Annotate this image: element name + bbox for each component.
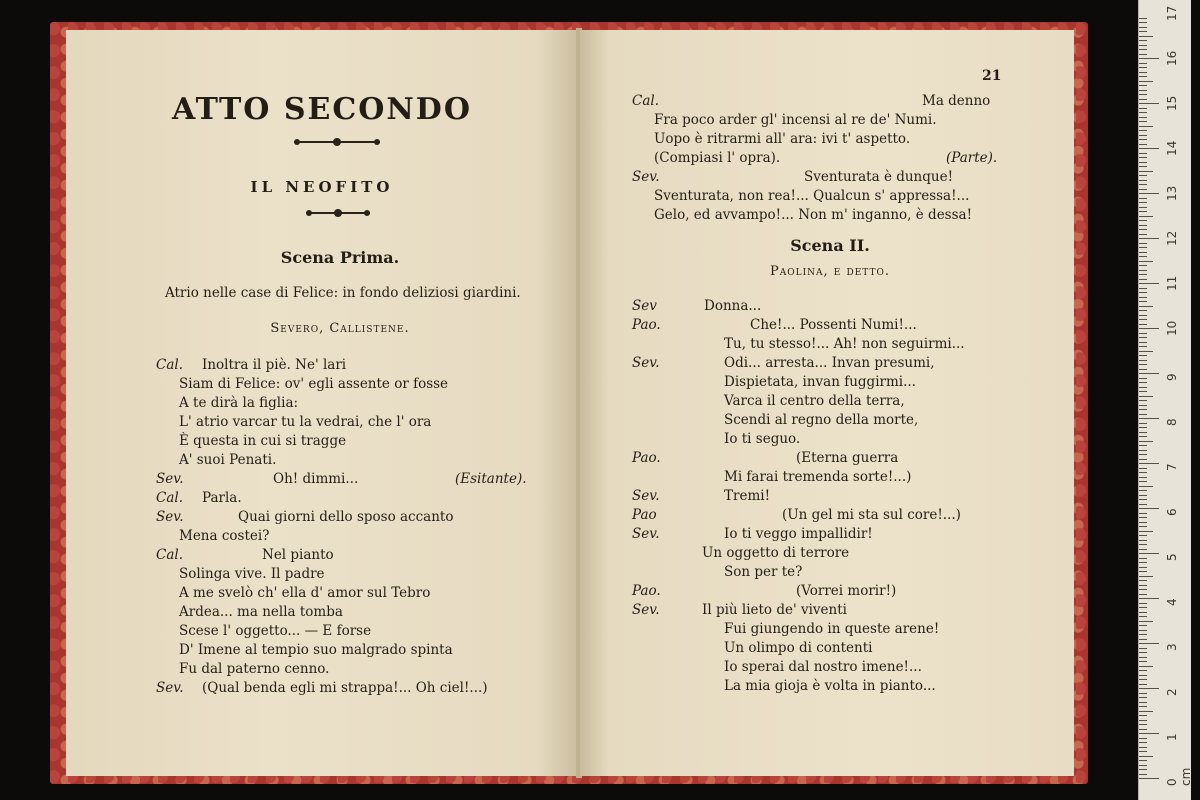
ruler-tick [1139,535,1147,536]
ruler-tick [1139,310,1147,311]
ruler-tick [1139,225,1147,226]
ruler-tick [1139,463,1159,464]
ruler-label: 11 [1165,275,1179,291]
ruler-tick [1139,607,1147,608]
ruler-tick [1139,135,1147,136]
dialogue-line: (Vorrei morir!) [796,583,897,599]
dialogue-line: Mena costei? [179,528,270,544]
ruler-label: 17 [1165,5,1179,21]
scene-setting: Atrio nelle case di Felice: in fondo deliziosi giardini. [165,285,521,301]
ruler-label: 4 [1165,598,1179,606]
dialogue-line: Io ti veggo impallidir! [724,526,873,542]
ruler-tick [1139,756,1153,757]
ruler-tick [1139,234,1147,235]
ruler-tick [1139,679,1147,680]
ruler-tick [1139,76,1147,77]
ruler-tick [1139,391,1147,392]
ruler-tick [1139,549,1147,550]
ruler-tick [1139,562,1147,563]
ruler-label: 15 [1165,95,1179,111]
speaker-label: Cal. [156,357,183,373]
speaker-label: Sev. [632,355,660,371]
scene-title: Scena II. [790,236,870,255]
speaker-label: Pao. [632,450,661,466]
ruler-tick [1139,625,1147,626]
ruler-label: 5 [1165,553,1179,561]
ruler-tick [1139,450,1147,451]
ruler-tick [1139,396,1153,397]
ruler-tick [1139,405,1147,406]
dialogue-line: Scese l' oggetto... — E forse [179,623,372,639]
ruler-tick [1139,319,1147,320]
ruler-tick [1139,18,1147,19]
ruler-tick [1139,769,1147,770]
ruler-tick [1139,288,1147,289]
ruler-tick [1139,166,1147,167]
ruler-tick [1139,585,1147,586]
speaker-label: Sev. [632,602,660,618]
ruler-tick [1139,301,1147,302]
ruler-tick [1139,171,1153,172]
ruler-tick [1139,513,1147,514]
ruler-tick [1139,504,1147,505]
ruler-tick [1139,742,1147,743]
ruler-tick [1139,441,1153,442]
ruler-tick [1139,247,1147,248]
ruler-tick [1139,576,1153,577]
right-page [580,30,1074,776]
page-number: 21 [982,68,1002,84]
ruler-tick [1139,270,1147,271]
ruler-label: 1 [1165,733,1179,741]
dialogue-line: D' Imene al tempio suo malgrado spinta [179,642,453,658]
left-page [66,30,578,776]
dialogue-line: Scendi al regno della morte, [724,412,919,428]
ruler-tick [1139,162,1147,163]
ruler-tick [1139,589,1147,590]
ruler-tick [1139,612,1147,613]
scene-title: Scena Prima. [280,248,400,267]
dialogue-line: Ma denno [922,93,991,109]
ruler-tick [1139,157,1147,158]
ruler-tick [1139,715,1147,716]
speaker-label: Sev. [156,680,184,696]
dialogue-line: Fu dal paterno cenno. [179,661,330,677]
ruler-tick [1139,63,1147,64]
ruler-tick [1139,765,1147,766]
ruler-tick [1139,400,1147,401]
dialogue-line: Nel pianto [262,547,334,563]
ruler-tick [1139,378,1147,379]
ruler-tick [1139,778,1159,779]
ruler-tick [1139,256,1147,257]
dialogue-line: Varca il centro della terra, [724,393,905,409]
ruler-tick [1139,432,1147,433]
ruler-label: 7 [1165,463,1179,471]
speaker-label: Cal. [632,93,659,109]
ruler-tick [1139,697,1147,698]
dialogue-line: A me svelò ch' ella d' amor sul Tebro [179,585,431,601]
ruler-tick [1139,720,1147,721]
ruler-tick [1139,252,1147,253]
ruler-label: 2 [1165,688,1179,696]
dialogue-line: Odi... arresta... Invan presumi, [724,355,935,371]
ruler-tick [1139,459,1147,460]
dialogue-line: Sventurata è dunque! [804,169,954,185]
ruler-tick [1139,486,1153,487]
ruler-tick [1139,684,1147,685]
ruler-tick [1139,477,1147,478]
ruler-tick [1139,382,1147,383]
speaker-label: Pao. [632,583,661,599]
act-title: ATTO SECONDO [172,92,472,127]
ruler-tick [1139,207,1147,208]
ruler-tick [1139,211,1147,212]
speaker-label: Sev [632,298,657,314]
ruler-tick [1139,558,1147,559]
ruler-tick [1139,445,1147,446]
ruler-tick [1139,283,1159,284]
ruler-tick [1139,409,1147,410]
ruler-tick [1139,85,1147,86]
ruler-tick [1139,229,1147,230]
ruler-tick [1139,243,1147,244]
ruler-tick [1139,468,1147,469]
scene-cast: Paolina, e detto. [770,264,890,279]
ruler-tick [1139,472,1147,473]
dialogue-line: Gelo, ed avvampo!... Non m' inganno, è dessa! [654,207,973,223]
ruler-tick [1139,661,1147,662]
ruler-label: 14 [1165,140,1179,156]
dialogue-line: Fui giungendo in queste arene! [724,621,940,637]
ruler-tick [1139,108,1147,109]
ruler-tick [1139,72,1147,73]
stage-direction: (Esitante). [455,471,527,487]
dialogue-line: Tremi! [724,488,770,504]
dialogue-line: Ardea... ma nella tomba [179,604,343,620]
ruler-tick [1139,31,1147,32]
ruler-tick [1139,747,1147,748]
ruler-tick [1139,423,1147,424]
ruler-tick [1139,639,1147,640]
dialogue-line: Solinga vive. Il padre [179,566,325,582]
ruler-tick [1139,711,1153,712]
ruler-tick [1139,706,1147,707]
ruler-tick [1139,261,1153,262]
ruler-tick [1139,729,1147,730]
dialogue-line: A te dirà la figlia: [179,395,299,411]
ruler-tick [1139,643,1159,644]
ruler-label: 16 [1165,50,1179,66]
ruler-tick [1139,297,1147,298]
ruler-tick [1139,58,1159,59]
ruler-tick [1139,126,1153,127]
act-subtitle: IL NEOFITO [250,178,394,196]
dialogue-line: Io ti seguo. [724,431,801,447]
ruler-tick [1139,553,1159,554]
ruler-tick [1139,724,1147,725]
ruler-tick [1139,580,1147,581]
ruler-tick [1139,499,1147,500]
ruler-tick [1139,94,1147,95]
stage-direction: (Parte). [946,150,998,166]
ruler-tick [1139,40,1147,41]
ruler-label: 9 [1165,373,1179,381]
dialogue-line: Oh! dimmi... [273,471,359,487]
ruler-tick [1139,324,1147,325]
dialogue-line: Dispietata, invan fuggirmi... [724,374,916,390]
dialogue-line: Un oggetto di terrore [702,545,850,561]
ruler-tick [1139,373,1159,374]
ruler-tick [1139,670,1147,671]
dialogue-line: Sventurata, non rea!... Qualcun s' appressa!... [654,188,970,204]
dialogue-line: Donna... [704,298,762,314]
ruler-tick [1139,198,1147,199]
ruler-label: 10 [1165,320,1179,336]
ruler-tick [1139,292,1147,293]
ruler-tick [1139,531,1153,532]
ruler-tick [1139,567,1147,568]
dialogue-line: Che!... Possenti Numi!... [750,317,917,333]
ruler-tick [1139,175,1147,176]
ruler-tick [1139,517,1147,518]
ruler-tick [1139,616,1147,617]
dialogue-line: Il più lieto de' viventi [702,602,847,618]
dialogue-line: Son per te? [724,564,803,580]
dialogue-line: È questa in cui si tragge [179,433,347,449]
ruler-tick [1139,315,1147,316]
ruler-tick [1139,760,1147,761]
dialogue-line: Siam di Felice: ov' egli assente or fosse [179,376,449,392]
ruler-tick [1139,342,1147,343]
ruler-tick [1139,112,1147,113]
dialogue-line: Parla. [202,490,242,506]
ruler-label: 12 [1165,230,1179,246]
ruler-tick [1139,90,1147,91]
ruler-label: 0 cm [1165,767,1193,786]
ruler-tick [1139,49,1147,50]
ruler-tick [1139,220,1147,221]
ruler-tick [1139,621,1153,622]
ruler-tick [1139,688,1159,689]
ruler-tick [1139,117,1147,118]
measurement-ruler [1138,0,1191,800]
dialogue-line: (Un gel mi sta sul core!...) [782,507,961,523]
ruler-tick [1139,274,1147,275]
scene-cast: Severo, Callistene. [270,321,410,336]
ruler-tick [1139,436,1147,437]
dialogue-line: Uopo è ritrarmi all' ara: ivi t' aspetto. [654,131,911,147]
ruler-tick [1139,351,1153,352]
ruler-label: 13 [1165,185,1179,201]
ruler-tick [1139,508,1159,509]
dialogue-line: La mia gioja è volta in pianto... [724,678,936,694]
ruler-tick [1139,454,1147,455]
ruler-tick [1139,265,1147,266]
speaker-label: Sev. [632,169,660,185]
ruler-tick [1139,702,1147,703]
ruler-tick [1139,540,1147,541]
ruler-tick [1139,139,1147,140]
ruler-tick [1139,130,1147,131]
ruler-tick [1139,490,1147,491]
ruler-tick [1139,103,1159,104]
ruler-tick [1139,733,1159,734]
ruler-tick [1139,693,1147,694]
ruler-tick [1139,364,1147,365]
speaker-label: Sev. [632,488,660,504]
ruler-tick [1139,99,1147,100]
dialogue-line: Quai giorni dello sposo accanto [238,509,454,525]
ruler-tick [1139,648,1147,649]
ruler-tick [1139,666,1153,667]
ruler-tick [1139,216,1153,217]
ruler-tick [1139,751,1147,752]
ruler-tick [1139,387,1147,388]
ruler-tick [1139,495,1147,496]
dialogue-line: Un olimpo di contenti [724,640,873,656]
ruler-tick [1139,522,1147,523]
ruler-tick [1139,27,1147,28]
speaker-label: Sev. [156,471,184,487]
speaker-label: Pao. [632,317,661,333]
ruler-tick [1139,67,1147,68]
ruler-tick [1139,328,1159,329]
speaker-label: Sev. [632,526,660,542]
ruler-tick [1139,45,1147,46]
ruler-tick [1139,544,1147,545]
ornament-divider [306,212,370,214]
ruler-tick [1139,81,1153,82]
ruler-tick [1139,360,1147,361]
dialogue-line: Fra poco arder gl' incensi al re de' Numi. [654,112,937,128]
ruler-tick [1139,355,1147,356]
ruler-tick [1139,346,1147,347]
dialogue-line: A' suoi Penati. [179,452,277,468]
ornament-divider [294,141,380,143]
ruler-tick [1139,54,1147,55]
ruler-tick [1139,675,1147,676]
ruler-tick [1139,369,1147,370]
ruler-label: 6 [1165,508,1179,516]
dialogue-line: Io sperai dal nostro imene!... [724,659,922,675]
ruler-tick [1139,144,1147,145]
ruler-tick [1139,630,1147,631]
ruler-tick [1139,306,1153,307]
speaker-label: Sev. [156,509,184,525]
ruler-tick [1139,418,1159,419]
ruler-tick [1139,36,1153,37]
ruler-tick [1139,333,1147,334]
ruler-tick [1139,337,1147,338]
ruler-tick [1139,594,1147,595]
ruler-tick [1139,657,1147,658]
dialogue-line: (Qual benda egli mi strappa!... Oh ciel!...) [202,680,488,696]
ruler-tick [1139,22,1147,23]
ruler-tick [1139,603,1147,604]
ruler-tick [1139,238,1159,239]
ruler-tick [1139,180,1147,181]
dialogue-line: Mi farai tremenda sorte!...) [724,469,912,485]
ruler-tick [1139,414,1147,415]
ruler-tick [1139,184,1147,185]
ruler-tick [1139,652,1147,653]
ruler-tick [1139,148,1159,149]
ruler-tick [1139,279,1147,280]
speaker-label: Cal. [156,547,183,563]
speaker-label: Pao [632,507,657,523]
ruler-tick [1139,202,1147,203]
ruler-tick [1139,193,1159,194]
ruler-tick [1139,774,1147,775]
ruler-tick [1139,189,1147,190]
ruler-label: 8 [1165,418,1179,426]
ruler-tick [1139,526,1147,527]
ruler-tick [1139,153,1147,154]
ruler-tick [1139,598,1159,599]
dialogue-line: (Compiasi l' opra). [654,150,781,166]
ruler-tick [1139,571,1147,572]
ruler-tick [1139,738,1147,739]
ruler-tick [1139,481,1147,482]
ruler-tick [1139,634,1147,635]
ruler-label: 3 [1165,643,1179,651]
ruler-tick [1139,121,1147,122]
dialogue-line: Inoltra il piè. Ne' lari [202,357,347,373]
dialogue-line: L' atrio varcar tu la vedrai, che l' ora [179,414,432,430]
speaker-label: Cal. [156,490,183,506]
dialogue-line: (Eterna guerra [796,450,899,466]
ruler-tick [1139,427,1147,428]
dialogue-line: Tu, tu stesso!... Ah! non seguirmi... [724,336,965,352]
